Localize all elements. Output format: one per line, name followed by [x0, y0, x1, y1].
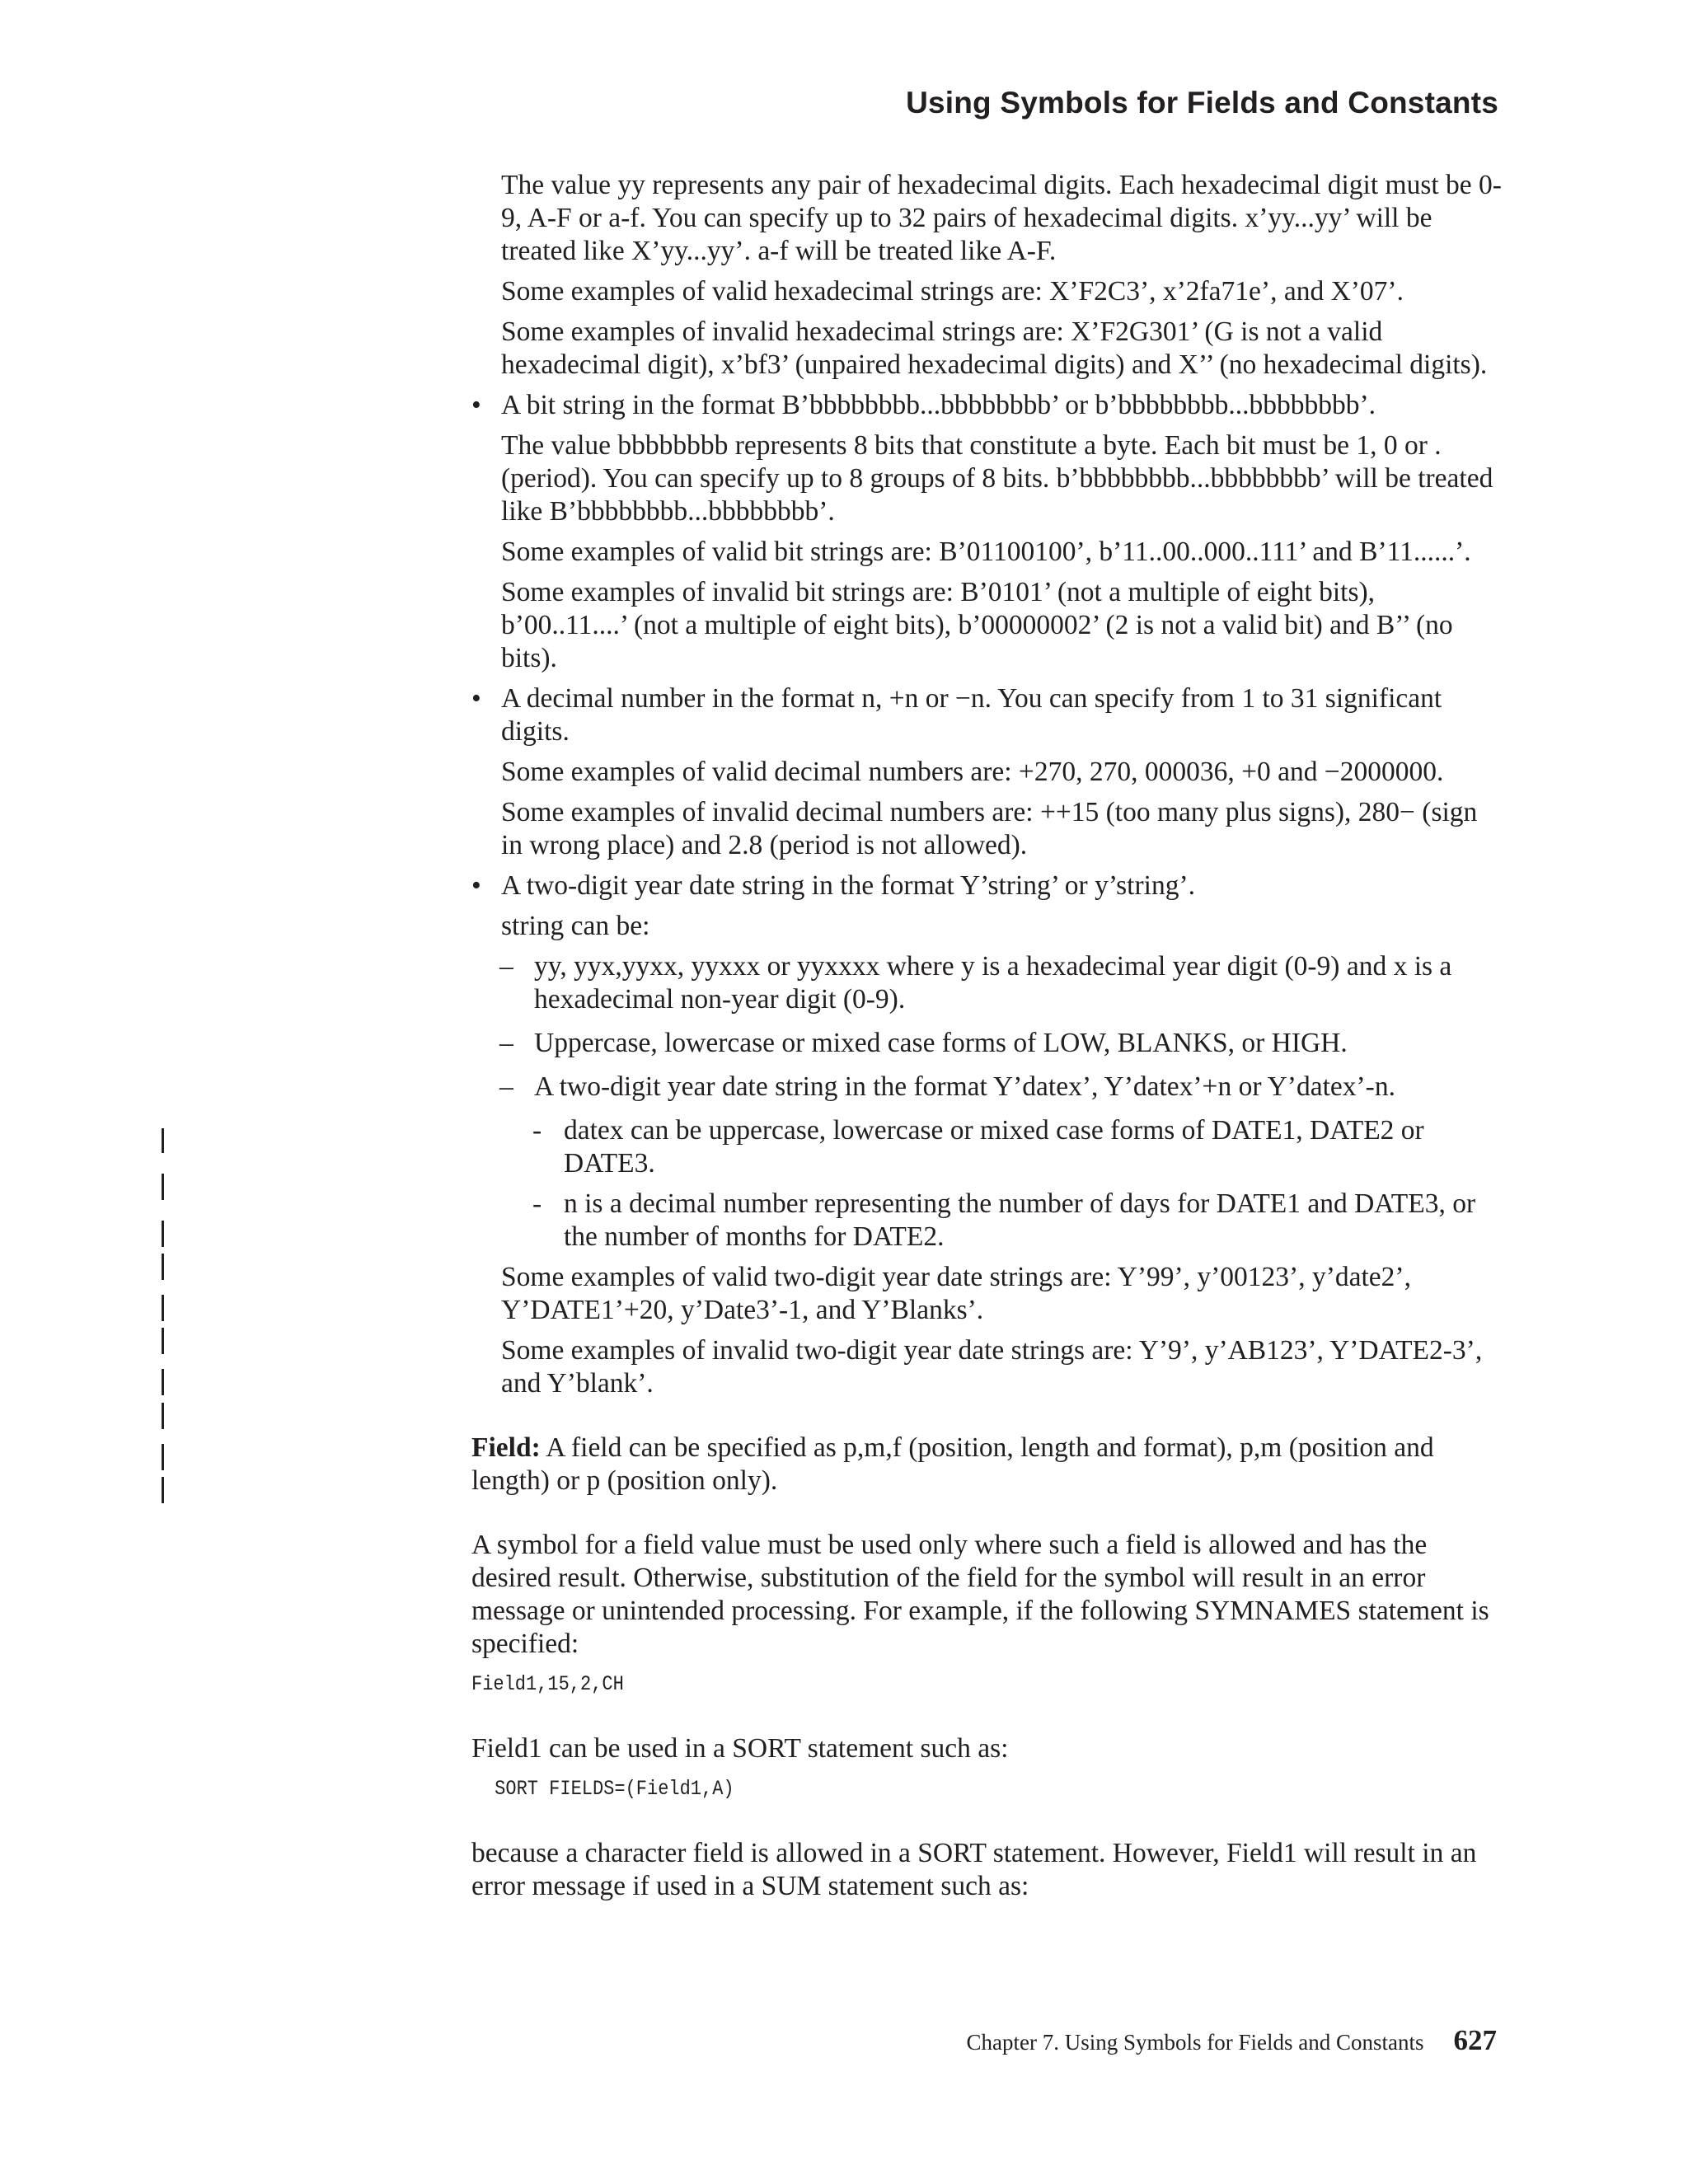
year-valid-examples: Some examples of valid two-digit year date strings are: Y’99’, y’00123’, y’date2’, Y’DATE1’+20, y’Date3’-1, and Y’Blanks’.	[501, 1262, 1411, 1325]
year-invalid-examples: Some examples of invalid two-digit year date strings are: Y’9’, y’AB123’, Y’DATE2-3’, and Y’blank’.	[501, 1335, 1483, 1399]
year-sub-item-1	[471, 1114, 1502, 1180]
year-date-item	[471, 869, 1502, 902]
revision-change-bar	[162, 1295, 164, 1321]
code-sort-statement: SORT FIELDS=(Field1,A)	[495, 1777, 734, 1801]
revision-change-bar	[162, 1477, 164, 1503]
year-dash-item-2	[471, 1027, 1502, 1060]
decimal-valid-examples: Some examples of valid decimal numbers are: +270, 270, 000036, +0 and −2000000.	[501, 757, 1444, 787]
decimal-item	[471, 682, 1502, 748]
year-sub-text-1: datex can be uppercase, lowercase or mixed case forms of DATE1, DATE2 or DATE3.	[564, 1115, 1424, 1179]
year-dash-text-3: A two-digit year date string in the format Y’datex’, Y’datex’+n or Y’datex’-n.	[534, 1071, 1395, 1102]
sort-intro: Field1 can be used in a SORT statement such as:	[471, 1733, 1009, 1764]
footer-chapter-title: Chapter 7. Using Symbols for Fields and Constants	[966, 2030, 1424, 2055]
sub-dash-marker: -	[532, 1115, 542, 1146]
year-date-text: A two-digit year date string in the format Y’string’ or y’string’.	[501, 870, 1195, 901]
hex-invalid-examples: Some examples of invalid hexadecimal strings are: X’F2G301’ (G is not a valid hexadecimal digit), x’bf3’ (unpaired hexadecimal digits) and X’’ (no hexadecimal digits).	[501, 316, 1488, 380]
dash-marker: –	[499, 951, 513, 982]
year-dash-item-1	[471, 950, 1502, 1016]
field-definition	[471, 1432, 1502, 1497]
hex-valid-examples: Some examples of valid hexadecimal strings are: X’F2C3’, x’2fa71e’, and X’07’.	[501, 276, 1404, 307]
bullet-marker: •	[471, 870, 481, 901]
decimal-text: A decimal number in the format n, +n or −n. You can specify from 1 to 31 significant digits.	[501, 683, 1442, 747]
hex-description: The value yy represents any pair of hexadecimal digits. Each hexadecimal digit must be 0-9, A-F or a-f. You can specify up to 32 pairs of hexadecimal digits. x’yy...yy’ will be treated like X’yy...yy’. a-f will be treated like A-F.	[501, 170, 1502, 266]
page-number: 627	[1453, 2024, 1497, 2056]
bit-string-item	[471, 389, 1502, 422]
year-sub-item-2	[471, 1188, 1502, 1254]
field-term: Field:	[471, 1432, 541, 1463]
sum-paragraph: because a character field is allowed in a SORT statement. However, Field1 will result in an error message if used in a SUM statement such as:	[471, 1838, 1477, 1901]
year-sub-text-2: n is a decimal number representing the number of days for DATE1 and DATE3, or the number of months for DATE2.	[564, 1188, 1476, 1252]
page-footer	[967, 2024, 1498, 2057]
year-dash-text-2: Uppercase, lowercase or mixed case forms of LOW, BLANKS, or HIGH.	[534, 1028, 1348, 1058]
bit-valid-examples: Some examples of valid bit strings are: B’01100100’, b’11..00..000..111’ and B’11......’.	[501, 537, 1471, 567]
bullet-marker: •	[471, 683, 481, 714]
year-string-intro: string can be:	[501, 911, 650, 941]
running-header: Using Symbols for Fields and Constants	[906, 86, 1498, 120]
bullet-marker: •	[471, 390, 481, 420]
revision-change-bar	[162, 1328, 164, 1354]
sub-dash-marker: -	[532, 1188, 542, 1219]
code-symnames-statement: Field1,15,2,CH	[471, 1672, 624, 1696]
dash-marker: –	[499, 1028, 513, 1058]
revision-change-bar	[162, 1403, 164, 1429]
bit-description: The value bbbbbbbb represents 8 bits that constitute a byte. Each bit must be 1, 0 or . (period). You can specify up to 8 groups of 8 bits. b’bbbbbbbb...bbbbbbbb’ will be treated like B’bbbbbbbb...bbbbbbbb’.	[501, 430, 1493, 527]
dash-marker: –	[499, 1071, 513, 1102]
field-definition-text: A field can be specified as p,m,f (position, length and format), p,m (position and length) or p (position only).	[471, 1432, 1434, 1496]
bit-string-text: A bit string in the format B’bbbbbbbb...bbbbbbbb’ or b’bbbbbbbb...bbbbbbbb’.	[501, 390, 1376, 420]
field-symbol-paragraph: A symbol for a field value must be used only where such a field is allowed and has the desired result. Otherwise, substitution of the field for the symbol will result in an error message or unintended processing. For example, if the following SYMNAMES statement is specified:	[471, 1530, 1489, 1659]
revision-change-bar	[162, 1128, 164, 1153]
decimal-invalid-examples: Some examples of invalid decimal numbers are: ++15 (too many plus signs), 280− (sign in wrong place) and 2.8 (period is not allowed).	[501, 797, 1478, 860]
year-dash-text-1: yy, yyx,yyxx, yyxxx or yyxxxx where y is a hexadecimal year digit (0-9) and x is a hexadecimal non-year digit (0-9).	[534, 951, 1452, 1015]
revision-change-bar	[162, 1369, 164, 1395]
bit-invalid-examples: Some examples of invalid bit strings are: B’0101’ (not a multiple of eight bits), b’00..11....’ (not a multiple of eight bits), b’00000002’ (2 is not a valid bit) and B’’ (no bits).	[501, 577, 1453, 673]
revision-change-bar	[162, 1221, 164, 1247]
page-body	[471, 169, 1502, 1903]
revision-change-bar	[162, 1254, 164, 1280]
revision-change-bar	[162, 1444, 164, 1470]
revision-change-bar	[162, 1174, 164, 1200]
year-dash-item-3	[471, 1071, 1502, 1104]
